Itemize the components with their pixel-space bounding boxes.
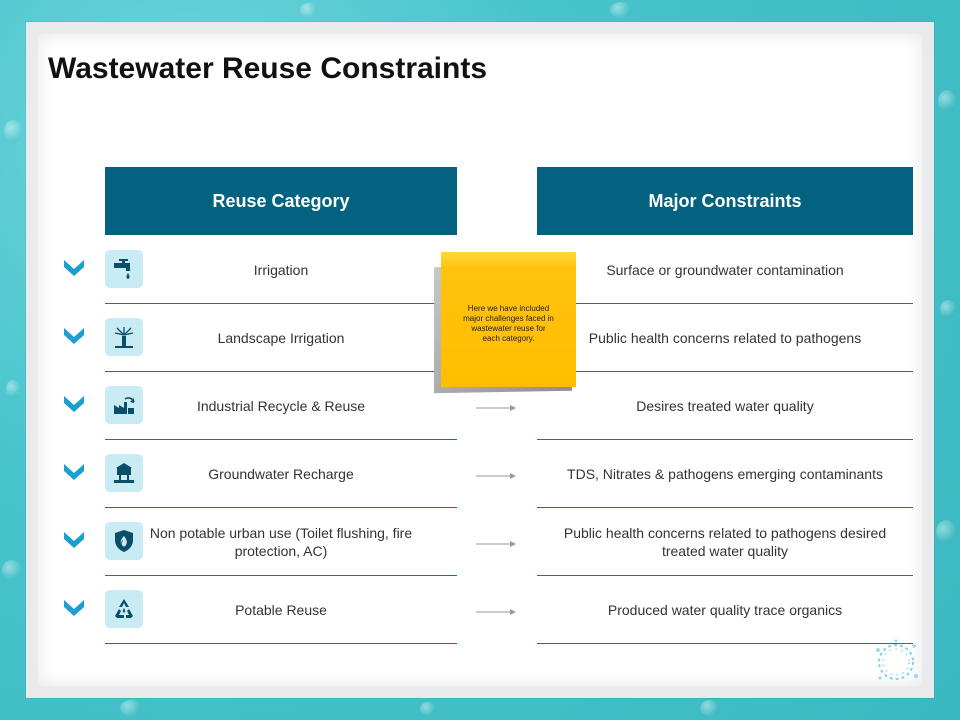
constraint-cell: TDS, Nitrates & pathogens emerging contaminants — [537, 440, 913, 508]
category-cell: Irrigation — [105, 236, 457, 304]
category-cell: Groundwater Recharge — [105, 440, 457, 508]
water-tower-icon — [105, 454, 143, 492]
page-title: Wastewater Reuse Constraints — [48, 52, 488, 85]
constraint-cell: Desires treated water quality — [537, 372, 913, 440]
table-row — [0, 508, 960, 576]
faucet-drop-icon — [105, 250, 143, 288]
factory-recycle-icon — [105, 386, 143, 424]
table-row — [0, 576, 960, 644]
category-cell: Potable Reuse — [105, 576, 457, 644]
fire-shield-icon — [105, 522, 143, 560]
constraint-cell: Public health concerns related to pathogens desired treated water quality — [537, 508, 913, 576]
sticky-note-text: Here we have included major challenges faced in wastewater reuse for each category. — [463, 304, 554, 343]
chevron-down-icon — [63, 596, 85, 618]
arrow-right-icon — [476, 405, 516, 411]
sprinkler-icon — [105, 318, 143, 356]
header-reuse-category: Reuse Category — [105, 167, 457, 235]
chevron-down-icon — [63, 392, 85, 414]
recycle-drop-icon — [105, 590, 143, 628]
sticky-note — [441, 252, 576, 387]
constraint-cell: Surface or groundwater contamination — [537, 236, 913, 304]
category-cell: Industrial Recycle & Reuse — [105, 372, 457, 440]
water-splash-icon — [870, 636, 922, 688]
constraint-cell: Public health concerns related to pathogens — [537, 304, 913, 372]
header-major-constraints: Major Constraints — [537, 167, 913, 235]
category-cell: Non potable urban use (Toilet flushing, fire protection, AC) — [105, 508, 457, 576]
arrow-right-icon — [476, 541, 516, 547]
chevron-down-icon — [63, 460, 85, 482]
chevron-down-icon — [63, 256, 85, 278]
constraint-cell: Produced water quality trace organics — [537, 576, 913, 644]
arrow-right-icon — [476, 609, 516, 615]
category-cell: Landscape Irrigation — [105, 304, 457, 372]
chevron-down-icon — [63, 324, 85, 346]
arrow-right-icon — [476, 473, 516, 479]
table-row — [0, 440, 960, 508]
chevron-down-icon — [63, 528, 85, 550]
